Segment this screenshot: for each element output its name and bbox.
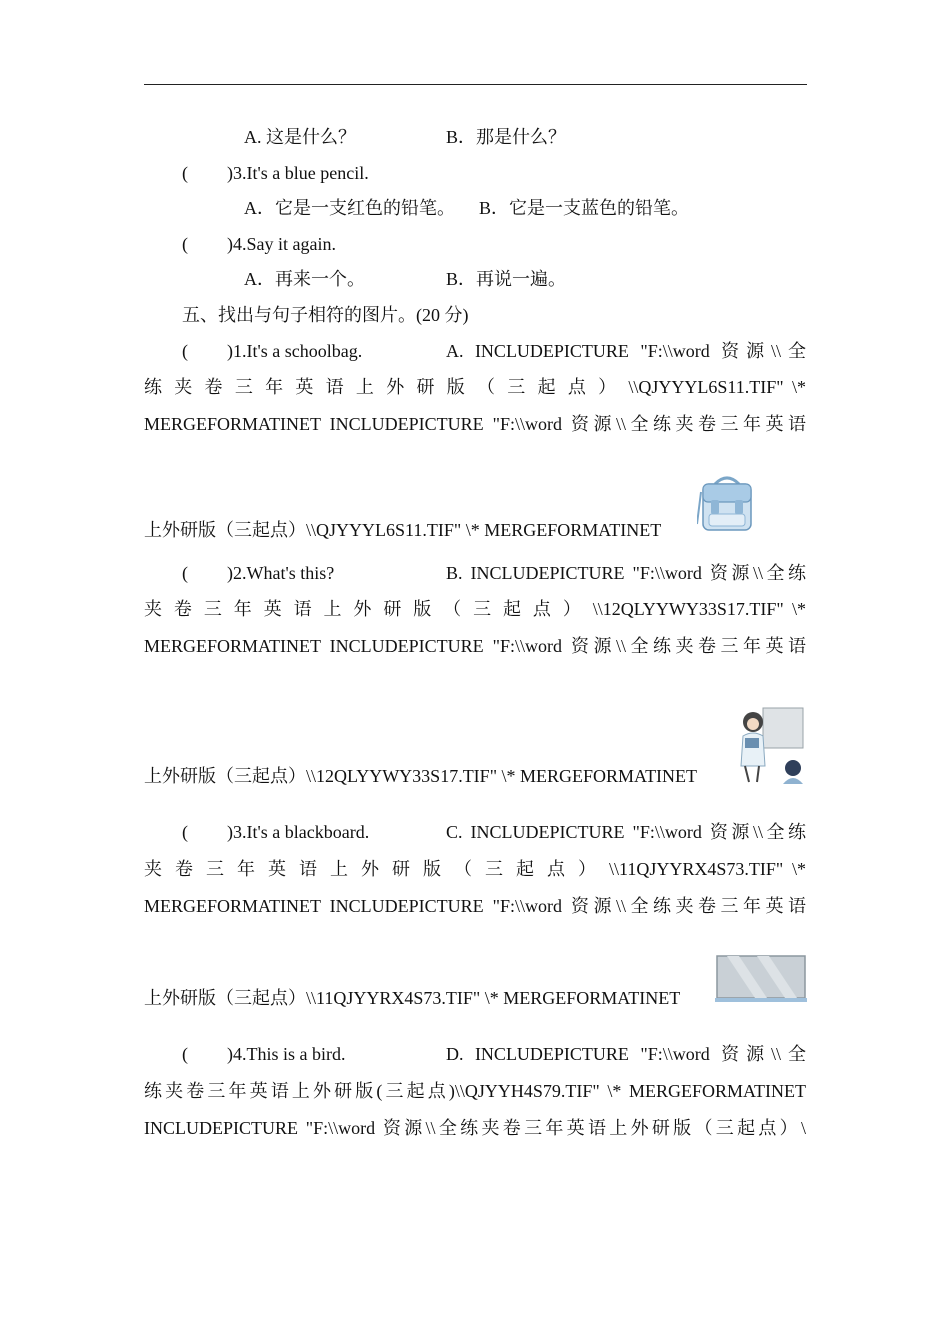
item3-line4: 上外研版（三起点）\\11QJYYRX4S73.TIF" \* MERGEFORMATINET [144,988,681,1008]
item3-line3: MERGEFORMATINET INCLUDEPICTURE "F:\\word 资源\\全练夹卷三年英语 [144,896,806,916]
item4-line3: INCLUDEPICTURE "F:\\word 资源\\全练夹卷三年英语上外研版（三起点）\ [144,1118,806,1138]
item2-line4: 上外研版（三起点）\\12QLYYWY33S17.TIF" \* MERGEFORMATINET [144,766,698,786]
item1-line3: MERGEFORMATINET INCLUDEPICTURE "F:\\word 资源\\全练夹卷三年英语 [144,414,806,434]
item2-line3: MERGEFORMATINET INCLUDEPICTURE "F:\\word 资源\\全练夹卷三年英语 [144,636,806,656]
teacher-picture [735,706,805,784]
q3-paren: ( [182,163,188,183]
item4-paren: ( [182,1044,188,1064]
item1-paren: ( [182,341,188,361]
item4-question: )4.This is a bird. [227,1044,346,1064]
item3-question: )3.It's a blackboard. [227,822,370,842]
q4-text: )4.Say it again. [227,234,336,254]
item2-paren: ( [182,563,188,583]
q4-paren: ( [182,234,188,254]
q3-option-b: B．它是一支蓝色的铅笔。 [479,198,690,218]
item2-line1: B. INCLUDEPICTURE "F:\\word 资源\\全练 [446,563,806,583]
item3-line2: 夹 卷 三 年 英 语 上 外 研 版 （ 三 起 点 ） \\11QJYYRX4S73.TIF" \* [144,859,806,879]
q4-option-a: A．再来一个。 [244,269,365,289]
item1-question: )1.It's a schoolbag. [227,341,363,361]
item2-question: )2.What's this? [227,563,335,583]
q2-option-a: A. 这是什么？ [244,127,356,147]
q3-option-a: A．它是一支红色的铅笔。 [244,198,455,218]
blackboard-picture [715,954,807,1004]
q2-option-b: B．那是什么？ [446,127,567,147]
item2-line2: 夹 卷 三 年 英 语 上 外 研 版 （ 三 起 点 ） \\12QLYYWY33S17.TIF" \* [144,599,806,619]
item4-line1: D. INCLUDEPICTURE "F:\\word 资源\\全 [446,1044,806,1064]
schoolbag-picture [697,474,757,538]
item1-line2: 练 夹 卷 三 年 英 语 上 外 研 版 （ 三 起 点 ） \\QJYYYL6S11.TIF" \* [144,377,806,397]
item1-line1: A. INCLUDEPICTURE "F:\\word 资源\\全 [446,341,806,361]
item3-line1: C. INCLUDEPICTURE "F:\\word 资源\\全练 [446,822,806,842]
section5-heading: 五、找出与句子相符的图片。(20 分) [182,305,469,325]
q4-option-b: B．再说一遍。 [446,269,567,289]
item4-line2: 练夹卷三年英语上外研版(三起点)\\QJYYH4S79.TIF" \* MERGEFORMATINET [144,1081,806,1101]
q3-text: )3.It's a blue pencil. [227,163,369,183]
item1-line4: 上外研版（三起点）\\QJYYYL6S11.TIF" \* MERGEFORMATINET [144,520,662,540]
item3-paren: ( [182,822,188,842]
header-rule [144,84,807,85]
